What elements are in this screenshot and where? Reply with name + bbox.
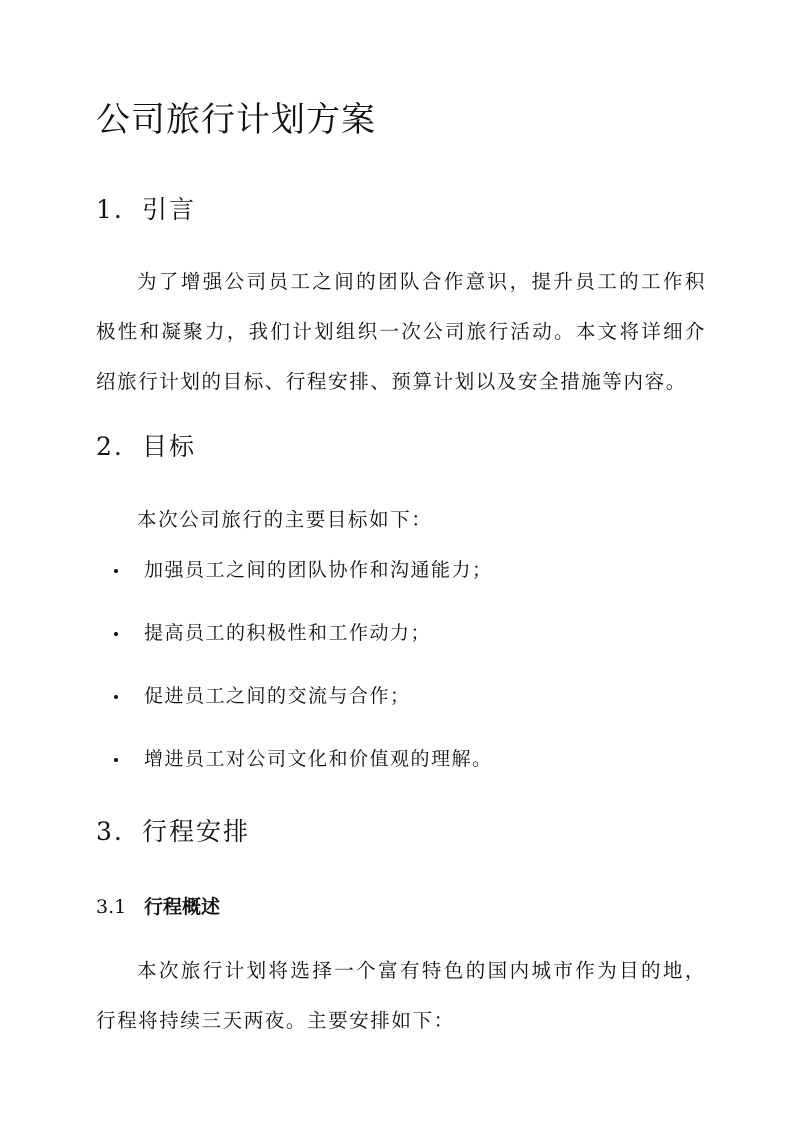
section-1-heading (96, 193, 196, 227)
list-item-text: 增进员工对公司文化和价值观的理解。 (144, 748, 493, 770)
list-item (114, 619, 493, 682)
subsection-3-1-number: 3.1 (96, 896, 127, 918)
goals-list (114, 556, 493, 808)
list-item (114, 556, 493, 619)
section-2-paragraph: 本次公司旅行的主要目标如下： (137, 508, 433, 531)
bullet-icon (114, 695, 118, 699)
list-item (114, 682, 493, 745)
list-item-text: 促进员工之间的交流与合作； (144, 685, 411, 707)
section-2-number: 2. (96, 432, 124, 461)
subsection-3-1-paragraph: 本次旅行计划将选择一个富有特色的国内城市作为目的地，行程将持续三天两夜。主要安排如下： (96, 959, 706, 1032)
bullet-icon (114, 632, 118, 636)
section-1-number: 1. (96, 195, 124, 224)
section-2-heading (96, 430, 196, 464)
list-item-text: 提高员工的积极性和工作动力； (144, 622, 432, 644)
section-3-heading (96, 815, 250, 849)
section-1-title: 引言 (142, 195, 197, 224)
document-title: 公司旅行计划方案 (96, 100, 376, 140)
bullet-icon (114, 569, 118, 573)
list-item (114, 745, 493, 808)
list-item-text: 加强员工之间的团队协作和沟通能力； (144, 559, 493, 581)
subsection-3-1-heading (96, 893, 220, 921)
section-2-title: 目标 (142, 432, 197, 461)
section-3-number: 3. (96, 817, 124, 846)
subsection-3-1-title: 行程概述 (144, 896, 221, 918)
section-3-title: 行程安排 (142, 817, 251, 846)
section-1-paragraph: 为了增强公司员工之间的团队合作意识，提升员工的工作积极性和凝聚力，我们计划组织一次公司旅行活动。本文将详细介绍旅行计划的目标、行程安排、预算计划以及安全措施等内容。 (96, 270, 706, 393)
bullet-icon (114, 758, 118, 762)
